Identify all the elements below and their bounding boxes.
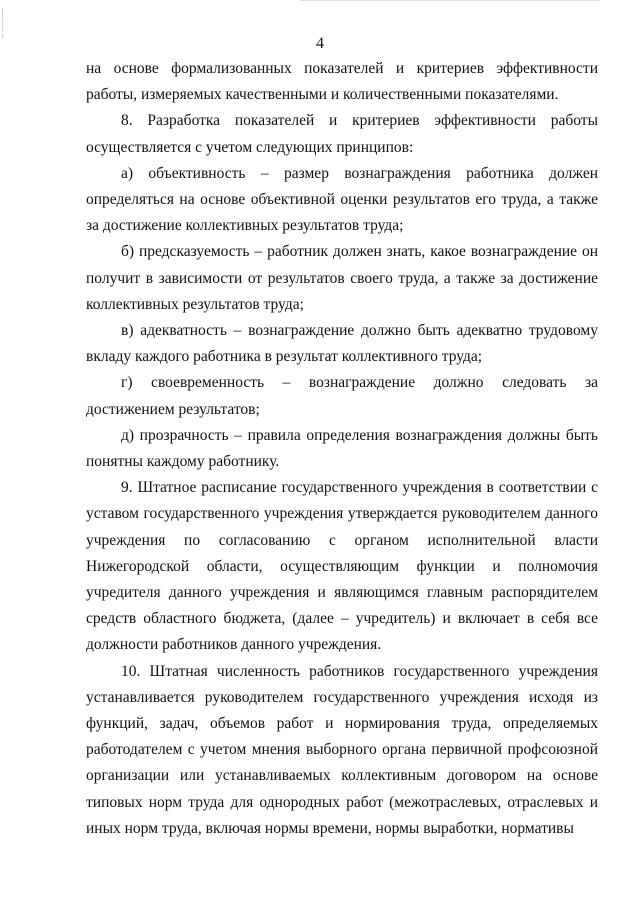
- paragraph-principle-b: б) предсказуемость – работник должен знать, какое вознаграждение он получит в зависимости от результатов своего труда, а также за достижение коллективных результатов труда;: [86, 243, 598, 313]
- paragraph-item-9: 9. Штатное расписание государственного учреждения в соответствии с уставом государственного учреждения утверждается руководителем данного учреждения по согласованию с органом исполнительной власти Нижегородской области, осуществляющим функции и полномочия учредителя данного учреждения и являющимся главным распорядителем средств областного бюджета, (далее – учредитель) и включает в себя все должности работников данного учреждения.: [86, 479, 598, 654]
- paragraph-principle-d: г) своевременность – вознаграждение должно следовать за достижением результатов;: [86, 374, 598, 418]
- page-number: 4: [316, 35, 324, 52]
- paragraph-principle-a: а) объективность – размер вознаграждения работника должен определяться на основе объективной оценки результатов его труда, а также за достижение коллективных результатов труда;: [86, 164, 598, 235]
- paragraph-item-10: 10. Штатная численность работников государственного учреждения устанавливается руководителем государственного учреждения исходя из функций, задач, объемов работ и нормирования труда, определяемых работодателем с учетом мнения выборного органа первичной профсоюзной организации или устанавливаемых коллективным договором на основе типовых норм труда для однородных работ (межотраслевых, отраслевых и иных норм труда, включая нормы времени, нормы выработки, нормативы: [86, 662, 598, 837]
- paragraph-item-8: 8. Разработка показателей и критериев эффективности работы осуществляется с учетом следующих принципов:: [86, 112, 598, 156]
- scan-edge-marks-top: [300, 0, 600, 3]
- paragraph-principle-c: в) адекватность – вознаграждение должно быть адекватно трудовому вкладу каждого работника в результат коллективного труда;: [86, 322, 598, 366]
- paragraph-principle-e: д) прозрачность – правила определения вознаграждения должны быть понятны каждому работнику.: [86, 426, 598, 471]
- document-body: [86, 56, 598, 842]
- paragraph-continuation: на основе формализованных показателей и критериев эффективности работы, измеряемых качественными и количественными показателями.: [86, 60, 598, 104]
